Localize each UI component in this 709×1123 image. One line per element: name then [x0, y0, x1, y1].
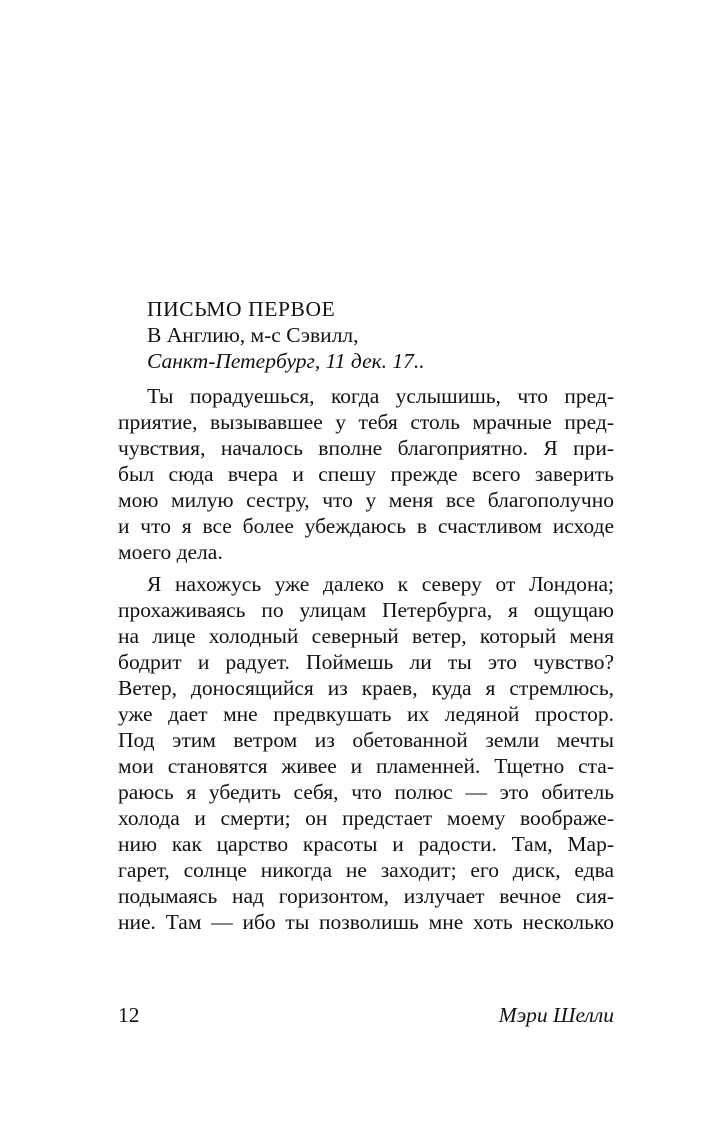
running-footer-author: Мэри Шелли	[498, 1003, 614, 1027]
text-line: мои становятся живее и пламенней. Тщетно ста-	[118, 754, 614, 778]
text-line: мою милую сестру, что у меня все благополучно	[118, 488, 614, 512]
page-number: 12	[118, 1003, 140, 1027]
text-line: Ветер, доносящийся из краев, куда я стремлюсь,	[118, 676, 614, 700]
text-line: гарет, солнце никогда не заходит; его диск, едва	[118, 858, 614, 882]
text-line: подымаясь над горизонтом, излучает вечное сия-	[118, 884, 614, 908]
letter-place-date: Санкт-Петербург, 11 дек. 17..	[147, 349, 425, 373]
text-line: нию как царство красоты и радости. Там, Мар-	[118, 832, 614, 856]
text-line: бодрит и радует. Поймешь ли ты это чувство?	[118, 650, 614, 674]
paragraph	[118, 383, 614, 565]
letter-addressee: В Англию, м-с Сэвилл,	[147, 323, 359, 347]
text-line: на лице холодный северный ветер, который меня	[118, 624, 614, 648]
text-line: Ты порадуешься, когда услышишь, что пред-	[147, 384, 614, 408]
text-line: уже дает мне предвкушать их ледяной простор.	[118, 702, 614, 726]
text-line: холода и смерти; он предстает моему воображе-	[118, 806, 614, 830]
letter-title: ПИСЬМО ПЕРВОЕ	[147, 297, 336, 321]
text-line: Я нахожусь уже далеко к северу от Лондона;	[147, 572, 614, 596]
paragraph	[118, 571, 614, 935]
text-line: ние. Там — ибо ты позволишь мне хоть несколько	[118, 910, 614, 934]
text-line: раюсь я убедить себя, что полюс — это обитель	[118, 780, 614, 804]
body-text	[118, 383, 614, 941]
text-line: Под этим ветром из обетованной земли мечты	[118, 728, 614, 752]
text-line: и что я все более убеждаюсь в счастливом исходе	[118, 514, 614, 538]
text-line: прохаживаясь по улицам Петербурга, я ощущаю	[118, 598, 614, 622]
text-line: моего дела.	[118, 540, 223, 564]
text-line: чувствия, началось вполне благоприятно. Я при-	[118, 436, 614, 460]
text-line: был сюда вчера и спешу прежде всего заверить	[118, 462, 614, 486]
text-line: приятие, вызывавшее у тебя столь мрачные пред-	[118, 410, 614, 434]
letter-heading	[147, 296, 617, 374]
